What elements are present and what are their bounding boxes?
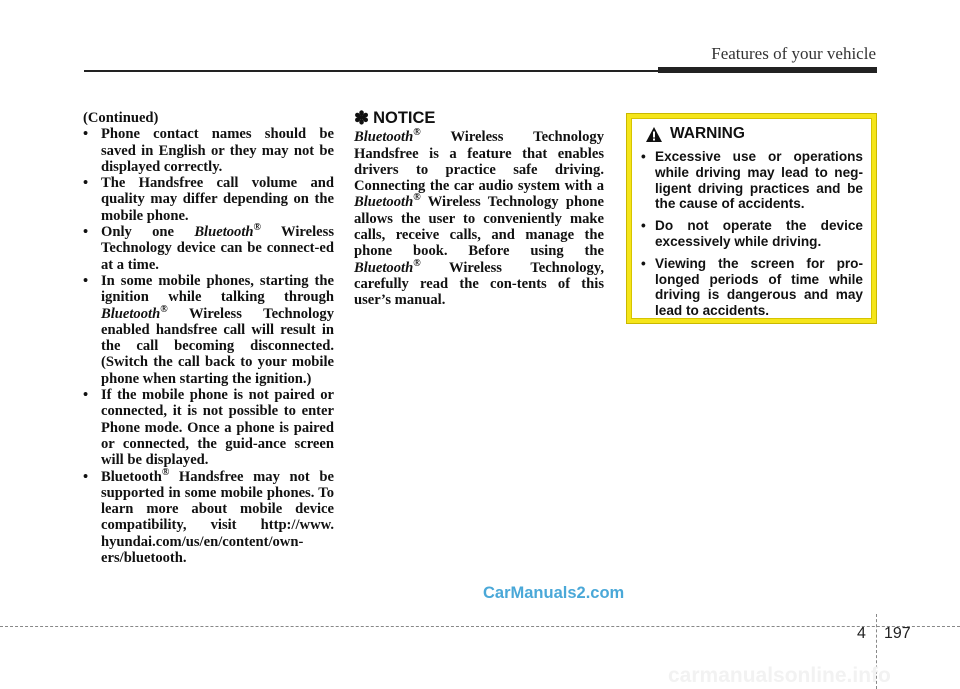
warning-list [641, 149, 863, 319]
warning-item: • Excessive use or operations while driving may lead to neg-ligent driving practices and be the cause of accidents. [641, 149, 863, 212]
notice-heading [354, 110, 604, 126]
warning-item: • Viewing the screen for pro-longed periods of time while driving is dangerous and may lead to accidents. [641, 256, 863, 319]
section-number: 4 [857, 625, 866, 642]
left-column [83, 110, 334, 566]
list-item: • Phone contact names should be saved in English or they may not be displayed correctly. [83, 126, 334, 175]
warning-triangle-icon [646, 127, 662, 142]
notice-star-icon: ✽ [354, 108, 370, 128]
list-item: • In some mobile phones, starting the ignition while talking through Bluetooth® Wireless Technology enabled handsfree call will result in the call becoming disconnected. (Switch the call back to your mobile phone when starting the ignition.) [83, 273, 334, 387]
warning-inner [631, 118, 872, 319]
list-item: • Bluetooth® Handsfree may not be supported in some mobile phones. To learn more about mobile device compatibility, visit http://www. hyundai.com/us/en/content/own-ers/bluetooth. [83, 469, 334, 567]
list-item: • Only one Bluetooth® Wireless Technology device can be connect-ed at a time. [83, 224, 334, 273]
page-number: 197 [884, 625, 911, 642]
notice-title: NOTICE [373, 109, 436, 127]
header-rule [84, 70, 658, 72]
page-header-title: Features of your vehicle [711, 44, 876, 63]
bullet-list [83, 126, 334, 566]
continued-label: (Continued) [83, 110, 159, 126]
notice-section [354, 110, 604, 309]
warning-title: WARNING [670, 125, 745, 142]
warning-box [626, 113, 877, 324]
warning-heading [641, 125, 863, 143]
list-item: • The Handsfree call volume and quality may differ depending on the mobile phone. [83, 175, 334, 224]
footer-dashed-rule [0, 626, 960, 627]
header-rule-thick [658, 67, 877, 73]
carmanuals-watermark[interactable]: CarManuals2.com [483, 584, 625, 602]
list-item: • If the mobile phone is not paired or connected, it is not possible to enter Phone mode. Once a phone is paired or connected, the guid-ance screen will be displayed. [83, 387, 334, 468]
carmanualsonline-watermark: carmanualsonline.info [668, 664, 891, 687]
notice-body: Bluetooth® Wireless Technology Handsfree is a feature that enables drivers to practice safe driving. Connecting the car audio system with a Bluetooth® Wireless Technology phone allows the user to conveniently make calls, receive calls, and manage the phone book. Before using the Bluetooth® Wireless Technology, carefully read the con-tents of this user’s manual. [354, 127, 604, 309]
warning-item: • Do not operate the device excessively while driving. [641, 218, 863, 250]
